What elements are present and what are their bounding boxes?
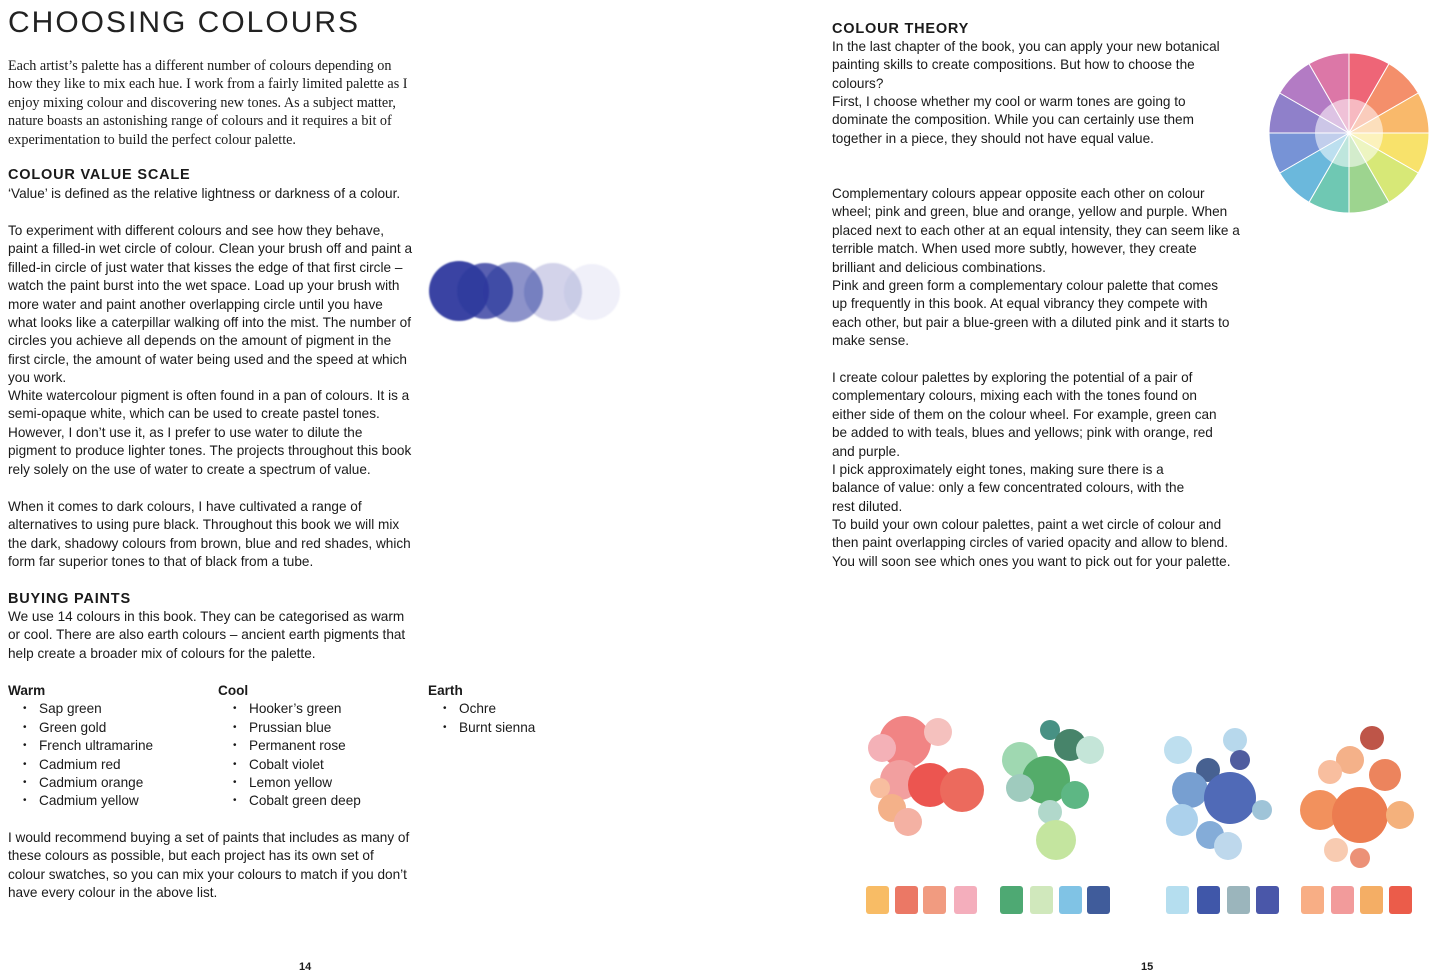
list-item: • Cadmium orange (8, 774, 208, 792)
colour-swatch (1087, 886, 1110, 914)
buying-paints-heading: BUYING PAINTS (8, 591, 131, 607)
paint-circle (1076, 736, 1104, 764)
list-item: • Hooker’s green (218, 700, 418, 718)
paint-circle (1164, 736, 1192, 764)
intro-paragraph: Each artist’s palette has a different number of colours depending on how they like to mix each hue. I work from a fairly limited palette as I enjoy mixing colour and discovering new tones. As a subject matter, nature boasts an astonishing range of colours and it requires a bit of experimentation to build the perfect colour palette. (8, 58, 408, 148)
colour-swatch (1059, 886, 1082, 914)
theory-paragraph-5: I create colour palettes by exploring the potential of a pair of complementary colours, mixing each with the tones found on either side of them on the colour wheel. For example, green can be added to with teals, blues and yellows; pink with orange, red and purple. (832, 370, 1217, 459)
page-number-left: 14 (299, 961, 312, 973)
colour-swatch (1197, 886, 1220, 914)
earth-list-label: Earth (428, 683, 463, 698)
paint-circle (1324, 838, 1348, 862)
paint-circle (1006, 774, 1034, 802)
warm-colours-list (8, 682, 208, 811)
paint-circle (1369, 759, 1401, 791)
value-circle-1 (429, 261, 489, 321)
recommendation-paragraph: I would recommend buying a set of paints that includes as many of these colours as possible, but each project has its own set of colour swatches, so you can mix your colours to match if you don’t have every colour in the above list. (8, 830, 410, 901)
paint-circle (1061, 781, 1089, 809)
paint-circle (924, 718, 952, 746)
list-item: • Permanent rose (218, 737, 418, 755)
list-item: • Cobalt violet (218, 756, 418, 774)
white-pigment-paragraph: White watercolour pigment is often found in a pan of colours. It is a semi-opaque white, which can be used to create pastel tones. However, I don’t use it, as I prefer to use water to dilute the pigment to produce lighter tones. The projects throughout this book rely solely on the use of water to create a spectrum of value. (8, 388, 412, 477)
page-title: CHOOSING COLOURS (8, 6, 361, 39)
list-item: • Sap green (8, 700, 208, 718)
list-item: • Green gold (8, 719, 208, 737)
value-scale-instructions: To experiment with different colours and see how they behave, paint a filled-in wet circle of colour. Clean your brush off and paint a filled-in circle of just water that kisses the edge of that first circle – watch the paint burst into the wet space. Load up your brush with more water and paint another overlapping circle until you have what looks like a caterpillar walking off into the mist. The number of circles you achieve all depends on the amount of pigment in the first circle, the amount of water being used and the speed at which you work. (8, 223, 413, 386)
colour-swatch (954, 886, 977, 914)
list-item: • Cadmium red (8, 756, 208, 774)
paint-circle (1223, 728, 1247, 752)
colour-swatch (1301, 886, 1324, 914)
colour-swatch (1166, 886, 1189, 914)
paint-circle (1252, 800, 1272, 820)
value-scale-illustration (425, 258, 625, 328)
paint-circle (1350, 848, 1370, 868)
theory-paragraph-6: I pick approximately eight tones, making sure there is a balance of value: only a few concentrated colours, with the rest diluted. (832, 462, 1185, 514)
paint-circle (894, 808, 922, 836)
paint-circle (1386, 801, 1414, 829)
list-item: • Prussian blue (218, 719, 418, 737)
dark-colours-paragraph: When it comes to dark colours, I have cultivated a range of alternatives to using pure black. Throughout this book we will mix the dark, shadowy colours from brown, blue and red shades, which form far superior tones to that of black from a tube. (8, 499, 411, 570)
list-item: • Lemon yellow (218, 774, 418, 792)
colour-theory-heading: COLOUR THEORY (832, 21, 970, 37)
theory-paragraph-3: Complementary colours appear opposite each other on colour wheel; pink and green, blue and orange, yellow and purple. When placed next to each other at an equal intensity, they can seem like a terrible match. When used more subtly, however, they create brilliant and delicious combinations. (832, 186, 1240, 275)
colour-swatch (1256, 886, 1279, 914)
paint-circle (1204, 772, 1256, 824)
paint-circle (940, 768, 984, 812)
paint-circle (1036, 820, 1076, 860)
paint-circle (1172, 772, 1208, 808)
paint-circle (1318, 760, 1342, 784)
colour-swatch (866, 886, 889, 914)
theory-paragraph-1: In the last chapter of the book, you can apply your new botanical painting skills to create compositions. But how to choose the colours? (832, 39, 1220, 91)
buying-paints-intro: We use 14 colours in this book. They can be categorised as warm or cool. There are also earth colours – ancient earth pigments that help create a broader mix of colours for the palette. (8, 609, 406, 661)
colour-swatch (1000, 886, 1023, 914)
paint-circle (1214, 832, 1242, 860)
earth-colours-list (428, 682, 628, 737)
list-item: • Cadmium yellow (8, 792, 208, 810)
colour-wheel-center (1315, 99, 1383, 167)
cool-colours-list (218, 682, 418, 811)
colour-swatch (895, 886, 918, 914)
paint-circle (868, 734, 896, 762)
theory-paragraph-2: First, I choose whether my cool or warm tones are going to dominate the composition. While you can certainly use them together in a piece, they should not have equal value. (832, 94, 1194, 146)
cool-list-label: Cool (218, 683, 249, 698)
colour-swatch (1360, 886, 1383, 914)
theory-paragraph-7: To build your own colour palettes, paint a wet circle of colour and then paint overlapping circles of varied opacity and allow to blend. You will soon see which ones you want to pick out for your palette. (832, 517, 1231, 569)
list-item: • Cobalt green deep (218, 792, 418, 810)
colour-swatch (1331, 886, 1354, 914)
colour-swatch (923, 886, 946, 914)
list-item: • Ochre (428, 700, 628, 718)
page-number-right: 15 (1141, 961, 1154, 973)
paint-circle (1360, 726, 1384, 750)
paint-circle (1166, 804, 1198, 836)
value-scale-heading: COLOUR VALUE SCALE (8, 167, 191, 183)
theory-paragraph-4: Pink and green form a complementary colour palette that comes up frequently in this book. At equal vibrancy they compete with each other, but pair a blue-green with a diluted pink and it starts to make sense. (832, 278, 1230, 349)
colour-swatch (1227, 886, 1250, 914)
paint-circle (1230, 750, 1250, 770)
swatch-row (866, 886, 1436, 920)
value-scale-definition: ‘Value’ is defined as the relative lightness or darkness of a colour. (8, 186, 401, 201)
colour-swatch (1030, 886, 1053, 914)
list-item: • Burnt sienna (428, 719, 628, 737)
warm-list-label: Warm (8, 683, 46, 698)
list-item: • French ultramarine (8, 737, 208, 755)
paint-circle (1332, 787, 1388, 843)
colour-swatch (1389, 886, 1412, 914)
colour-wheel-illustration (1258, 50, 1440, 216)
